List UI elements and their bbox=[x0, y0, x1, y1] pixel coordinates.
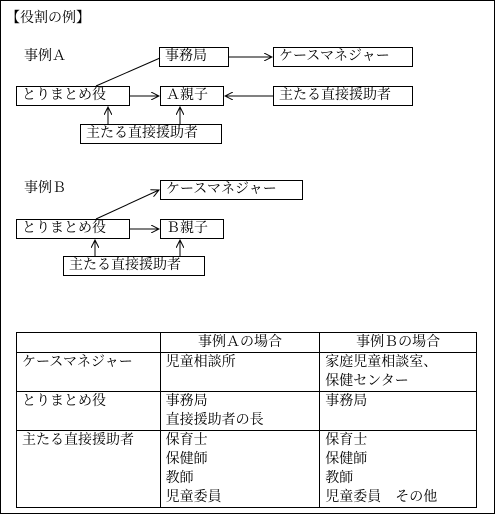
table-row bbox=[17, 392, 477, 431]
role-cell: とりまとめ役 bbox=[17, 392, 161, 431]
case-a-cell bbox=[160, 353, 320, 392]
role-cell: ケースマネジャー bbox=[17, 353, 161, 392]
case-a-cell bbox=[160, 431, 320, 508]
case-a-main-helper-right-box: 主たる直接援助者 bbox=[273, 86, 413, 106]
case-a-torimatome-box: とりまとめ役 bbox=[16, 86, 130, 106]
cell-line: 児童委員 bbox=[165, 489, 222, 505]
cell-line: 保健センター bbox=[325, 373, 409, 389]
case-b-cell bbox=[320, 392, 477, 431]
case-b-oyako-box: Ｂ親子 bbox=[160, 219, 224, 239]
cell-line: 教師 bbox=[165, 470, 194, 486]
case-b-label: 事例Ｂ bbox=[24, 180, 66, 196]
header-cell-case-a: 事例Ａの場合 bbox=[160, 333, 320, 353]
case-a-label: 事例Ａ bbox=[24, 48, 66, 64]
case-a-oyako-box: Ａ親子 bbox=[160, 86, 224, 106]
case-a-jimukyoku-box: 事務局 bbox=[159, 47, 229, 67]
cell-line: 家庭児童相談室、 bbox=[325, 354, 438, 370]
cell-line: 児童相談所 bbox=[165, 354, 236, 370]
header-cell-case-b: 事例Ｂの場合 bbox=[320, 333, 477, 353]
role-cell: 主たる直接援助者 bbox=[17, 431, 161, 508]
cell-line: 教師 bbox=[325, 470, 354, 486]
header-cell-empty bbox=[17, 333, 161, 353]
case-b-torimatome-box: とりまとめ役 bbox=[16, 219, 130, 239]
line-torimatome-to-jimukyoku bbox=[96, 58, 160, 86]
case-b-cell bbox=[320, 353, 477, 392]
cell-line: 直接援助者の長 bbox=[165, 412, 264, 428]
page-title: 【役割の例】 bbox=[6, 10, 90, 26]
case-b-case-manager-box: ケースマネジャー bbox=[160, 180, 303, 200]
cell-line: 事務局 bbox=[165, 393, 208, 409]
cell-line: 事務局 bbox=[325, 393, 368, 409]
arrow-torimatome-to-case-manager-b bbox=[96, 190, 159, 219]
case-a-cell bbox=[160, 392, 320, 431]
cell-line: 保健師 bbox=[165, 451, 208, 467]
table-header-row bbox=[17, 333, 477, 353]
case-a-main-helper-bottom-box: 主たる直接援助者 bbox=[80, 124, 222, 144]
cell-line: 保育士 bbox=[165, 432, 208, 448]
case-b-main-helper-bottom-box: 主たる直接援助者 bbox=[63, 256, 205, 276]
table-row bbox=[17, 353, 477, 392]
roles-table bbox=[16, 332, 477, 508]
cell-line: 児童委員 その他 bbox=[325, 489, 438, 505]
case-b-cell bbox=[320, 431, 477, 508]
cell-line: 保育士 bbox=[325, 432, 368, 448]
case-a-case-manager-box: ケースマネジャー bbox=[273, 47, 413, 67]
table-row bbox=[17, 431, 477, 508]
cell-line: 保健師 bbox=[325, 451, 368, 467]
